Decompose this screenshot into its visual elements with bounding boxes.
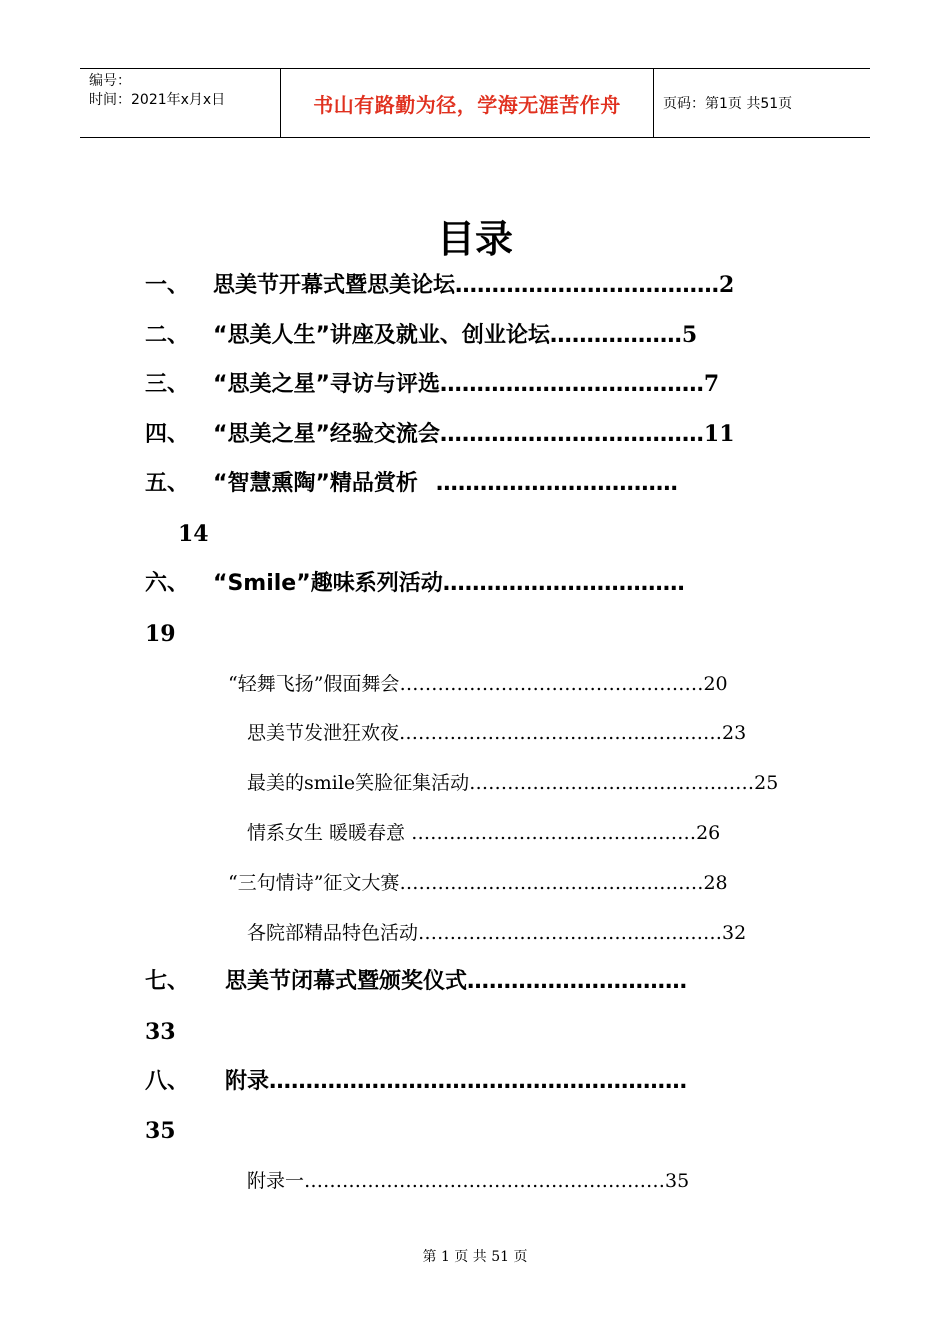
- toc-sub-entry-page: 35: [665, 1170, 690, 1192]
- toc-sub-entry-leader: ………………………………………: [469, 772, 755, 794]
- toc-entry-text: “智慧熏陶”精品赏析: [213, 471, 418, 496]
- toc-entry-leader: ………………………………: [439, 422, 704, 447]
- toc-sub-entry-text: 思美节发泄狂欢夜: [247, 722, 400, 744]
- toc-entry-number: 一、: [145, 273, 190, 298]
- toc-entry-text: 思美节闭幕式暨颁奖仪式: [225, 969, 468, 994]
- page-header: [80, 68, 870, 138]
- toc-sub-entry[interactable]: [247, 818, 720, 848]
- toc-entry-page: 35: [145, 1118, 176, 1144]
- toc-sub-entry-text: 情系女生 暖暖春意: [247, 822, 412, 844]
- toc-entry[interactable]: [145, 320, 697, 351]
- toc-sub-entry-text: 最美的smile笑脸征集活动: [247, 772, 470, 794]
- toc-entry-leader: ………………………………: [439, 372, 704, 397]
- toc-entry-page-wrapped: [145, 619, 176, 650]
- toc-entry[interactable]: [145, 270, 734, 301]
- toc-entry[interactable]: [145, 369, 719, 400]
- toc-title: 目录: [436, 217, 513, 261]
- toc-entry-text: “Smile”趣味系列活动: [213, 571, 443, 596]
- toc-entry-page: 33: [145, 1019, 176, 1045]
- toc-sub-entry-page: 23: [722, 722, 747, 744]
- toc-sub-entry-page: 26: [696, 822, 721, 844]
- toc-entry-text: “思美人生”讲座及就业、创业论坛: [213, 323, 550, 348]
- toc-sub-entry-text: 附录一: [247, 1170, 305, 1192]
- toc-sub-entry-leader: …………………………………………: [399, 673, 704, 695]
- toc-sub-entry-leader: ………………………………………: [411, 822, 697, 844]
- toc-sub-entry-page: 20: [703, 673, 728, 695]
- toc-entry-text: 思美节开幕式暨思美论坛: [213, 273, 456, 298]
- toc-entry-text: 附录: [225, 1069, 270, 1094]
- toc-entry-page-wrapped: [145, 1116, 176, 1147]
- toc-entry-page: 19: [145, 621, 176, 647]
- number-label: 编号：: [89, 73, 131, 89]
- toc-entry-number: 八、: [145, 1069, 190, 1094]
- toc-entry[interactable]: [145, 469, 678, 499]
- toc-entry-leader: ………………: [549, 323, 682, 348]
- toc-entry-text: “思美之星”经验交流会: [213, 422, 440, 447]
- toc-entry-page-wrapped: [145, 1017, 176, 1048]
- toc-entry-page: 11: [703, 421, 735, 447]
- toc-entry-page: 14: [178, 521, 209, 547]
- toc-entry-number: 三、: [145, 372, 190, 397]
- toc-entry-text: “思美之星”寻访与评选: [213, 372, 440, 397]
- toc-entry-page: 5: [681, 322, 698, 348]
- toc-entry-number: 五、: [145, 471, 190, 496]
- toc-entry-leader: …………………………: [467, 969, 688, 994]
- toc-sub-entry-leader: …………………………………………………: [304, 1170, 666, 1192]
- toc-sub-entry[interactable]: [247, 918, 746, 948]
- toc-entry[interactable]: [145, 569, 685, 599]
- toc-sub-entry-leader: ……………………………………………: [399, 722, 723, 744]
- page-footer: 第 1 页 共 51 页: [422, 1249, 528, 1265]
- toc-sub-entry-page: 32: [722, 922, 747, 944]
- toc-entry-number: 七、: [145, 969, 190, 994]
- toc-entry-leader: ………………………………: [455, 273, 720, 298]
- header-motto: 书山有路勤为径，学海无涯苦作舟: [281, 69, 654, 137]
- toc-entry-page: 7: [703, 371, 720, 397]
- toc-sub-entry-text: “三句情诗”征文大赛: [228, 872, 400, 894]
- toc-entry-number: 四、: [145, 422, 190, 447]
- toc-sub-entry-page: 28: [703, 872, 728, 894]
- toc-entry-leader: ……………………………: [435, 471, 678, 496]
- toc-entry-page-wrapped: [178, 519, 209, 550]
- toc-sub-entry[interactable]: [247, 718, 746, 748]
- toc-sub-entry[interactable]: [228, 669, 728, 699]
- date-label: 时间：2021年x月x日: [89, 92, 226, 108]
- toc-sub-entry[interactable]: [247, 768, 778, 798]
- header-meta: [80, 69, 281, 137]
- toc-entry[interactable]: [145, 967, 687, 997]
- toc-sub-entry-text: 各院部精品特色活动: [247, 922, 419, 944]
- toc-sub-entry[interactable]: [228, 868, 728, 898]
- toc-entry-page: 2: [719, 272, 735, 298]
- toc-entry[interactable]: [145, 1067, 687, 1097]
- toc-sub-entry-page: 25: [754, 772, 779, 794]
- toc-sub-entry[interactable]: [247, 1166, 689, 1196]
- toc-entry-number: 六、: [145, 571, 190, 596]
- toc-sub-entry-leader: …………………………………………: [399, 872, 704, 894]
- toc-sub-entry-leader: …………………………………………: [418, 922, 723, 944]
- toc-entry-number: 二、: [145, 323, 190, 348]
- header-page-info: 页码：第1页 共51页: [663, 96, 793, 112]
- toc-entry-leader: …………………………………………………: [269, 1069, 688, 1094]
- toc-entry[interactable]: [145, 419, 735, 450]
- toc-entry-leader: ……………………………: [442, 571, 685, 596]
- toc-sub-entry-text: “轻舞飞扬”假面舞会: [228, 673, 400, 695]
